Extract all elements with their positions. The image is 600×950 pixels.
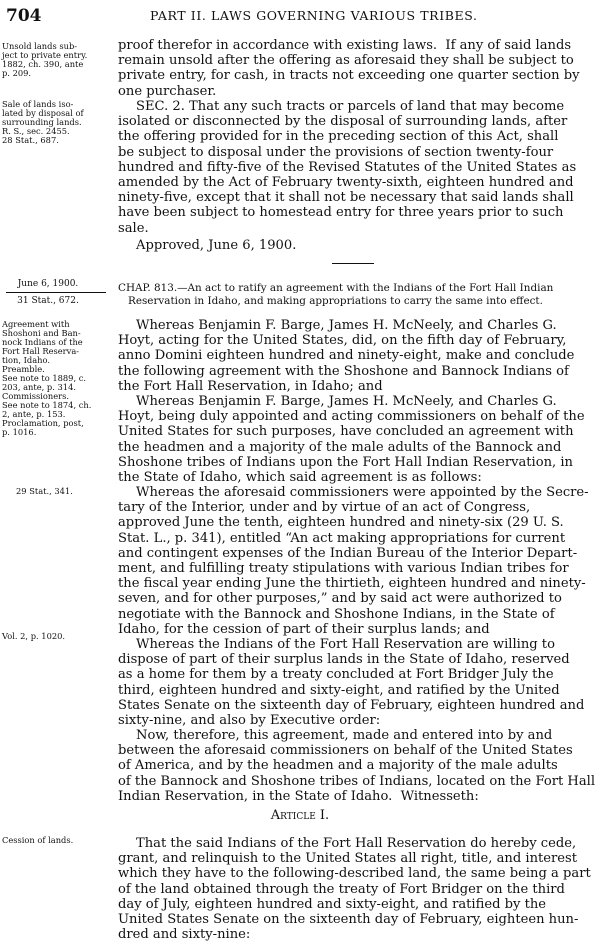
text-line: grant, and relinquish to the United States all right, title, and interest <box>118 851 578 867</box>
margin-note-sale-isolated: Sale of lands iso- lated by disposal of surrounding lands. R. S., sec. 2455. 28 Stat., 687. <box>2 99 84 145</box>
text-line: Reservation in Idaho, and making appropriations to carry the same into effect. <box>128 294 543 307</box>
text-line: proof therefor in accordance with existing laws. If any of said lands <box>118 38 572 53</box>
running-head: PART II. LAWS GOVERNING VARIOUS TRIBES. <box>150 8 478 23</box>
text-line: seven, and for other purposes,” and by said act were authorized to <box>118 591 562 607</box>
paragraph-section-2 <box>118 99 596 236</box>
text-line: the headmen and a majority of the male adults of the Bannock and <box>118 439 562 455</box>
page-number: 704 <box>6 6 42 26</box>
text-line: the Fort Hall Reservation, in Idaho; and <box>118 378 383 394</box>
text-line: of the land obtained through the treaty of Fort Bridger on the third <box>118 881 565 897</box>
article-heading: Article I. <box>270 808 330 823</box>
text-line: and contingent expenses of the Indian Bureau of the Interior Depart- <box>118 545 578 561</box>
text-line: sixty-nine, and also by Executive order: <box>118 713 381 729</box>
text-line: Now, therefore, this agreement, made and entered into by and <box>136 728 553 743</box>
text-line: Shoshone tribes of Indians upon the Fort Hall Indian Reservation, in <box>118 454 573 470</box>
text-line: approved June the tenth, eighteen hundred and ninety-six (29 U. S. <box>118 515 564 531</box>
paragraph-whereas-4 <box>118 637 596 728</box>
text-line: be subject to disposal under the provisions of section twenty-four <box>118 144 554 160</box>
text-line: Idaho, for the cession of part of their surplus lands; and <box>118 621 490 637</box>
text-line: of the Bannock and Shoshone tribes of Indians, located on the Fort Hall <box>118 773 596 789</box>
margin-note-date: June 6, 1900. <box>17 279 79 289</box>
text-line: as a home for them by a treaty concluded at Fort Bridger July the <box>118 667 554 683</box>
margin-note-29-stat: 29 Stat., 341. <box>16 486 73 496</box>
text-line: day of July, eighteen hundred and sixty-eight, and ratified by the <box>118 896 547 912</box>
text-line: the following agreement with the Shoshone and Bannock Indians of <box>118 363 569 379</box>
text-line: the offering provided for in the preceding section of this Act, shall <box>118 129 559 145</box>
text-line: the fiscal year ending June the thirtieth, eighteen hundred and ninety- <box>118 576 586 592</box>
approved-text: Approved, June 6, 1900. <box>136 238 297 253</box>
text-line: Indian Reservation, in the State of Idaho. Witnesseth: <box>118 788 479 804</box>
paragraph-whereas-1 <box>118 318 596 394</box>
text-line: Hoyt, acting for the United States, did, on the fifth day of February, <box>118 333 567 349</box>
text-line: anno Domini eighteen hundred and ninety-eight, make and conclude <box>118 348 575 364</box>
text-line: have been subject to homestead entry for three years prior to such <box>118 205 564 221</box>
text-line: dred and sixty-nine: <box>118 927 251 943</box>
text-line: tary of the Interior, under and by virtue of an act of Congress, <box>118 500 531 516</box>
margin-note-agreement: Agreement with Shoshoni and Ban- nock Indians of the Fort Hall Reserva- tion, Idaho. Preamble. See note to 1889, c. 203, ante, p. 314. Commissioners. See note to 1874, ch. 2, ante, p. 153. Proclamation, post, p. 1016. <box>2 319 92 437</box>
text-line: the State of Idaho, which said agreement is as follows: <box>118 470 482 486</box>
text-line: Stat. L., p. 341), entitled “An act making appropriations for current <box>118 530 566 546</box>
text-line: remain unsold after the offering as aforesaid they shall be subject to <box>118 53 574 69</box>
text-line: amended by the Act of February twenty-sixth, eighteen hundred and <box>118 175 574 191</box>
text-line: SEC. 2. That any such tracts or parcels of land that may become <box>136 99 565 114</box>
text-line: which they have to the following-described land, the same being a part <box>118 866 591 882</box>
text-line: ment, and fulfilling treaty stipulations with various Indian tribes for <box>118 561 569 577</box>
margin-note-vol-2: Vol. 2, p. 1020. <box>2 631 66 641</box>
text-line: That the said Indians of the Fort Hall Reservation do hereby cede, <box>136 836 577 851</box>
text-line: ninety-five, except that it shall not be necessary that said lands shall <box>118 190 574 206</box>
text-line: hundred and fifty-five of the Revised Statutes of the United States as <box>118 159 577 175</box>
text-line: negotiate with the Bannock and Shoshone Indians, in the State of <box>118 606 555 622</box>
text-line: States Senate on the sixteenth day of February, eighteen hundred and <box>118 697 585 713</box>
paragraph-proof <box>118 38 596 99</box>
text-line: CHAP. 813.—An act to ratify an agreement with the Indians of the Fort Hall Indian <box>118 282 554 294</box>
paragraph-whereas-2 <box>118 394 596 485</box>
text-line: private entry, for cash, in tracts not exceeding one quarter section by <box>118 68 580 84</box>
text-line: isolated or disconnected by the disposal of surrounding lands, after <box>118 114 568 130</box>
text-line: dispose of part of their surplus lands in the State of Idaho, reserved <box>118 652 570 668</box>
text-line: Whereas Benjamin F. Barge, James H. McNeely, and Charles G. <box>136 318 557 333</box>
chapter-heading <box>118 282 596 307</box>
text-line: between the aforesaid commissioners on behalf of the United States <box>118 743 573 759</box>
text-line: Hoyt, being duly appointed and acting commissioners on behalf of the <box>118 409 585 425</box>
paragraph-whereas-3 <box>118 485 596 637</box>
margin-note-stat: 31 Stat., 672. <box>17 296 79 306</box>
paragraph-now-therefore <box>118 728 596 804</box>
text-line: sale. <box>118 220 149 236</box>
text-line: Whereas the Indians of the Fort Hall Reservation are willing to <box>136 637 555 652</box>
margin-note-cession: Cession of lands. <box>2 835 74 845</box>
text-line: third, eighteen hundred and sixty-eight, and ratified by the United <box>118 682 560 698</box>
section-divider <box>332 263 374 264</box>
text-line: of America, and by the headmen and a majority of the male adults <box>118 758 558 774</box>
text-line: one purchaser. <box>118 83 217 99</box>
margin-note-unsold-lands: Unsold lands sub- ject to private entry. 1882, ch. 390, ante p. 209. <box>2 41 88 78</box>
text-line: United States for such purposes, have concluded an agreement with <box>118 424 574 440</box>
text-line: United States Senate on the sixteenth day of February, eighteen hun- <box>118 912 579 928</box>
margin-rule <box>6 292 106 293</box>
text-line: Whereas Benjamin F. Barge, James H. McNeely, and Charles G. <box>136 394 557 409</box>
approved-line <box>118 238 596 253</box>
text-line: Whereas the aforesaid commissioners were appointed by the Secre- <box>136 485 589 500</box>
paragraph-article-1 <box>118 836 596 942</box>
